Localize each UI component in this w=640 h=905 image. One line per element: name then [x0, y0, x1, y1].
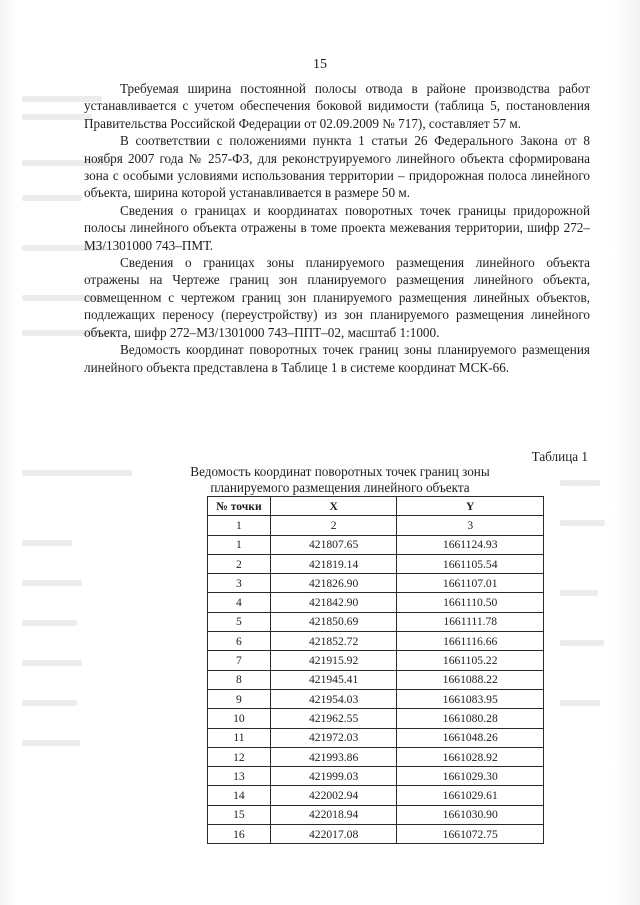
table-row [208, 593, 544, 612]
x-cell: 421954.03 [270, 689, 397, 708]
x-cell: 421972.03 [270, 728, 397, 747]
point-number-cell: 5 [208, 612, 271, 631]
table-row [208, 786, 544, 805]
x-cell: 421993.86 [270, 747, 397, 766]
paragraph-right-of-way-width: Требуемая ширина постоянной полосы отвода в районе производства работ устанавливается с учетом обеспечения боковой видимости (таблица 5, постановления Правительства Российской Федерации от 02.09.2009 № 717), составляет 57 м. [84, 81, 590, 131]
point-number-cell: 2 [208, 554, 271, 573]
y-cell: 1661107.01 [397, 574, 544, 593]
table-row [208, 574, 544, 593]
table-row [208, 709, 544, 728]
y-cell: 1661028.92 [397, 747, 544, 766]
index-cell: 1 [208, 516, 271, 535]
y-cell: 1661110.50 [397, 593, 544, 612]
table-title-line-1: Ведомость координат поворотных точек границ зоны [190, 464, 490, 479]
point-number-cell: 4 [208, 593, 271, 612]
table-label: Таблица 1 [531, 449, 588, 464]
x-cell: 421842.90 [270, 593, 397, 612]
table-title-line-2: планируемого размещения линейного объекта [210, 480, 470, 495]
y-cell: 1661116.66 [397, 632, 544, 651]
point-number-cell: 3 [208, 574, 271, 593]
header-x: X [270, 497, 397, 516]
y-cell: 1661080.28 [397, 709, 544, 728]
x-cell: 422017.08 [270, 825, 397, 844]
point-number-cell: 10 [208, 709, 271, 728]
table-row [208, 554, 544, 573]
point-number-cell: 15 [208, 805, 271, 824]
point-number-cell: 8 [208, 670, 271, 689]
paragraph-zone-boundaries: Сведения о границах зоны планируемого размещения линейного объекта отражены на Чертеже границ зон планируемого размещения линейного объекта, совмещенном с чертежом границ зон планируемого размещения линейных объектов, подлежащих переносу (переустройству) из зон планируемого размещения линейного объекта, шифр 272–МЗ/1301000 743–ППТ–02, масштаб 1:1000. [84, 255, 590, 340]
point-number-cell: 12 [208, 747, 271, 766]
x-cell: 421999.03 [270, 767, 397, 786]
y-cell: 1661030.90 [397, 805, 544, 824]
table-row [208, 805, 544, 824]
y-cell: 1661124.93 [397, 535, 544, 554]
table-row [208, 612, 544, 631]
x-cell: 421915.92 [270, 651, 397, 670]
index-cell: 3 [397, 516, 544, 535]
coordinates-table [207, 496, 544, 844]
point-number-cell: 11 [208, 728, 271, 747]
point-number-cell: 14 [208, 786, 271, 805]
y-cell: 1661088.22 [397, 670, 544, 689]
point-number-cell: 16 [208, 825, 271, 844]
y-cell: 1661083.95 [397, 689, 544, 708]
x-cell: 421850.69 [270, 612, 397, 631]
paragraph-roadside-zone: В соответствии с положениями пункта 1 статьи 26 Федерального Закона от 8 ноября 2007 года № 257-ФЗ, для реконструируемого линейного объекта сформирована зона с особыми условиями использования территории – придорожная полоса линейного объекта, ширина которой устанавливается в размере 50 м. [84, 133, 590, 201]
x-cell: 421819.14 [270, 554, 397, 573]
header-point-number: № точки [208, 497, 271, 516]
y-cell: 1661029.30 [397, 767, 544, 786]
paragraph-coordinates-statement: Ведомость координат поворотных точек границ зоны планируемого размещения линейного объекта представлена в Таблице 1 в системе координат МСК-66. [84, 342, 590, 375]
body-text [84, 80, 590, 376]
index-cell: 2 [270, 516, 397, 535]
y-cell: 1661105.54 [397, 554, 544, 573]
x-cell: 422002.94 [270, 786, 397, 805]
x-cell: 422018.94 [270, 805, 397, 824]
table-row [208, 632, 544, 651]
table-row [208, 825, 544, 844]
table-row [208, 689, 544, 708]
y-cell: 1661105.22 [397, 651, 544, 670]
y-cell: 1661111.78 [397, 612, 544, 631]
page-number: 15 [313, 57, 327, 72]
table-index-row [208, 516, 544, 535]
x-cell: 421826.90 [270, 574, 397, 593]
y-cell: 1661072.75 [397, 825, 544, 844]
y-cell: 1661048.26 [397, 728, 544, 747]
point-number-cell: 6 [208, 632, 271, 651]
table-row [208, 535, 544, 554]
x-cell: 421945.41 [270, 670, 397, 689]
x-cell: 421852.72 [270, 632, 397, 651]
header-y: Y [397, 497, 544, 516]
table-row [208, 728, 544, 747]
x-cell: 421807.65 [270, 535, 397, 554]
table-title [130, 464, 550, 496]
table-row [208, 670, 544, 689]
point-number-cell: 7 [208, 651, 271, 670]
y-cell: 1661029.61 [397, 786, 544, 805]
table-row [208, 767, 544, 786]
x-cell: 421962.55 [270, 709, 397, 728]
table-header-row [208, 497, 544, 516]
table-row [208, 747, 544, 766]
paragraph-roadside-boundaries: Сведения о границах и координатах поворотных точек границы придорожной полосы линейного объекта отражены в томе проекта межевания территории, шифр 272–МЗ/1301000 743–ПМТ. [84, 202, 590, 253]
point-number-cell: 9 [208, 689, 271, 708]
table-row [208, 651, 544, 670]
point-number-cell: 13 [208, 767, 271, 786]
point-number-cell: 1 [208, 535, 271, 554]
